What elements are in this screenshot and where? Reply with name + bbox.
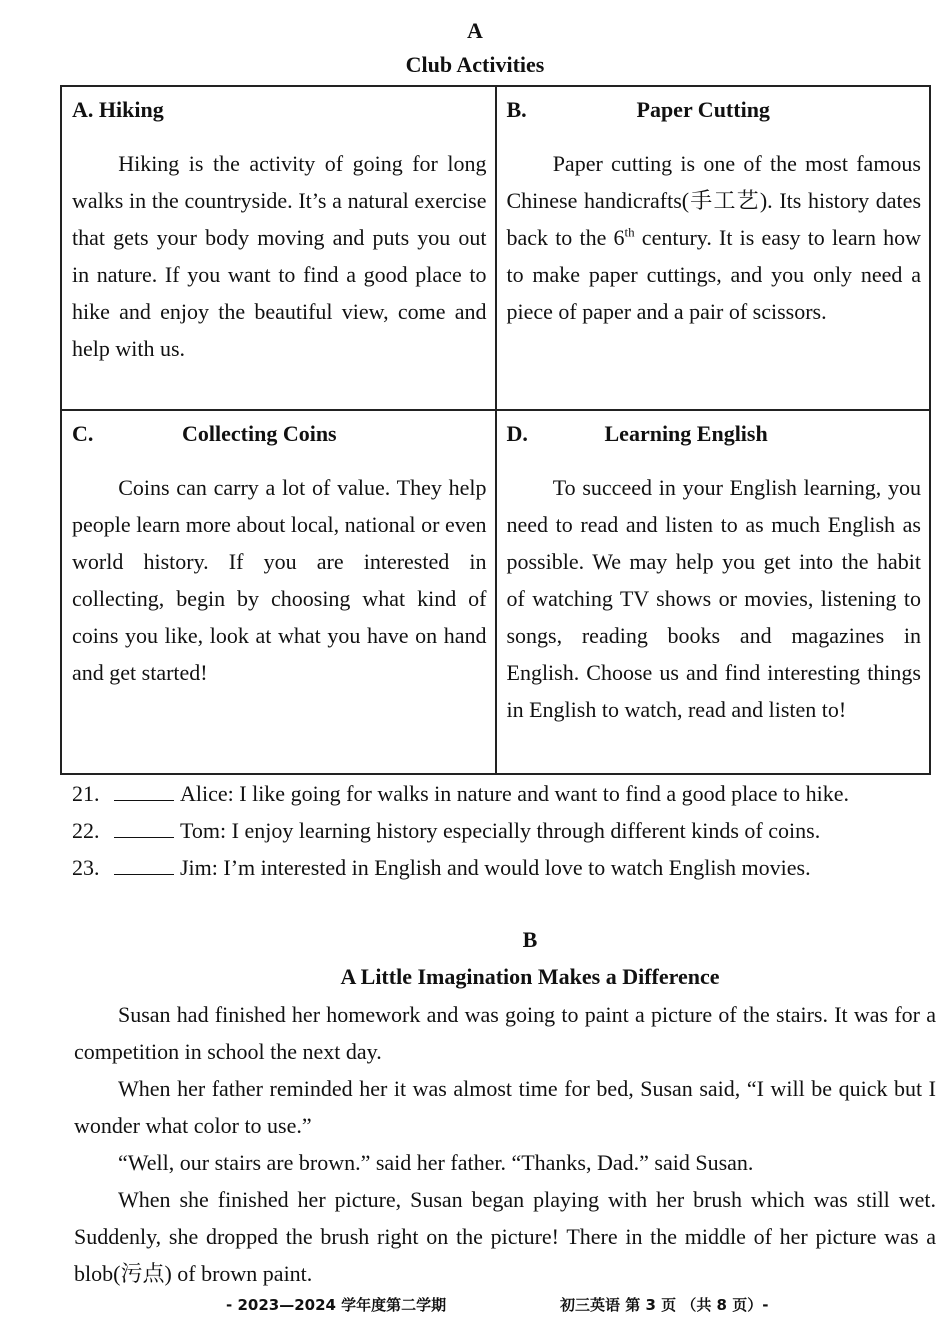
answer-blank[interactable]: [114, 819, 174, 838]
answer-blank[interactable]: [114, 782, 174, 801]
club-text: Coins can carry a lot of value. They help people learn more about local, national or even world history. If you are interested in collecting, begin by choosing what kind of coins you like, look at what you have on hand and get started!: [72, 475, 487, 685]
club-letter: C.: [72, 421, 94, 446]
section-a-title: Club Activities: [405, 52, 545, 77]
question-number: 23.: [72, 855, 100, 880]
question-number: 22.: [72, 818, 100, 843]
paragraph: When she finished her picture, Susan began playing with her brush which was still wet. Suddenly, she dropped the brush right on the picture! There in the middle of her picture was a blob(污点) of brown paint.: [74, 1187, 936, 1286]
club-table: [60, 85, 931, 775]
passage-b: [74, 996, 936, 1292]
question-21: [72, 775, 849, 812]
question-23: [72, 849, 811, 886]
club-letter: B.: [506, 97, 527, 122]
section-a-letter: A: [467, 18, 483, 43]
section-b-letter: B: [522, 927, 538, 952]
club-cell-b: [496, 86, 931, 410]
club-cell-a: [61, 86, 496, 410]
question-22: [72, 812, 820, 849]
club-cell-c: [61, 410, 496, 774]
question-number: 21.: [72, 781, 100, 806]
club-cell-d: [496, 410, 931, 774]
club-text: Hiking is the activity of going for long walks in the countryside. It’s a natural exercise that gets your body moving and puts you out in nature. If you want to find a good place to hike and enjoy the beautiful view, come and help with us.: [72, 151, 487, 361]
question-text: Jim: I’m interested in English and would love to watch English movies.: [180, 855, 811, 880]
footer-page: 初三英语 第 3 页 （共 8 页）-: [560, 1296, 769, 1314]
club-letter: A. Hiking: [72, 97, 164, 122]
club-letter: D.: [506, 421, 528, 446]
club-title: Paper Cutting: [636, 97, 770, 122]
answer-blank[interactable]: [114, 856, 174, 875]
club-title: Learning English: [604, 421, 768, 446]
paragraph: When her father reminded her it was almost time for bed, Susan said, “I will be quick but I wonder what color to use.”: [74, 1076, 936, 1138]
footer-term: - 2023—2024 学年度第二学期: [226, 1296, 447, 1314]
paragraph: “Well, our stairs are brown.” said her father. “Thanks, Dad.” said Susan.: [118, 1150, 754, 1175]
club-text: Paper cutting is one of the most famous Chinese handicrafts(手工艺). Its history dates back to the 6th century. It is easy to learn how to make paper cuttings, and you only need a piece of paper and a pair of scissors.: [506, 151, 921, 324]
question-text: Alice: I like going for walks in nature and want to find a good place to hike.: [180, 781, 849, 806]
club-title: Collecting Coins: [182, 421, 337, 446]
club-text: To succeed in your English learning, you need to read and listen to as much English as possible. We may help you get into the habit of watching TV shows or movies, listening to songs, reading books and magazines in English. Choose us and find interesting things in English to watch, read and listen to!: [506, 475, 921, 722]
question-text: Tom: I enjoy learning history especially through different kinds of coins.: [180, 818, 821, 843]
paragraph: Susan had finished her homework and was going to paint a picture of the stairs. It was for a competition in school the next day.: [74, 1002, 936, 1064]
section-b-title: A Little Imagination Makes a Difference: [340, 964, 720, 989]
